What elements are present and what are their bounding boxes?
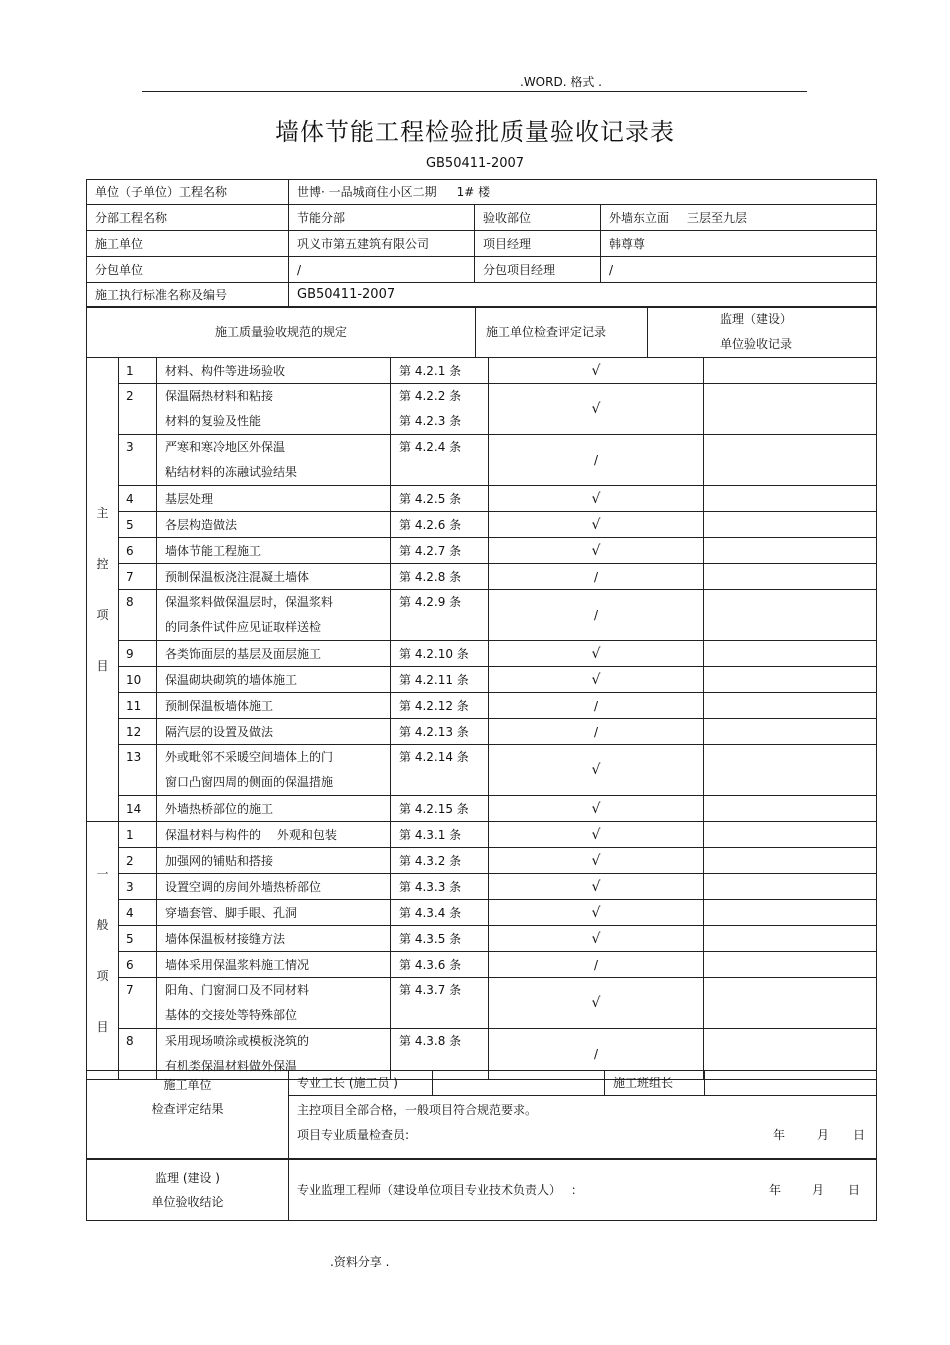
item-supervisor-record bbox=[704, 796, 877, 822]
item-clause: 第 4.2.9 条 bbox=[391, 590, 489, 641]
sub-project-value: 节能分部 bbox=[289, 205, 475, 231]
subpm-value: / bbox=[601, 257, 877, 283]
item-check-result: √ bbox=[489, 874, 704, 900]
item-name: 预制保温板墙体施工 bbox=[157, 693, 391, 719]
supervisor-result-table bbox=[86, 1158, 877, 1221]
table-row bbox=[87, 384, 877, 435]
item-supervisor-record bbox=[704, 384, 877, 435]
item-check-result: √ bbox=[489, 486, 704, 512]
item-number: 9 bbox=[119, 641, 157, 667]
item-supervisor-record bbox=[704, 435, 877, 486]
item-name: 保温砌块砌筑的墙体施工 bbox=[157, 667, 391, 693]
table-row bbox=[87, 512, 877, 538]
pm-value: 韩尊尊 bbox=[601, 231, 877, 257]
table-row bbox=[87, 435, 877, 486]
item-number: 8 bbox=[119, 590, 157, 641]
table-row bbox=[87, 822, 877, 848]
table-row bbox=[87, 358, 877, 384]
builder-label: 施工单位 bbox=[87, 231, 289, 257]
item-name: 保温材料与构件的 外观和包装 bbox=[157, 822, 391, 848]
table-row bbox=[87, 900, 877, 926]
part-label: 验收部位 bbox=[475, 205, 601, 231]
item-supervisor-record bbox=[704, 952, 877, 978]
item-clause: 第 4.3.5 条 bbox=[391, 926, 489, 952]
item-check-result: / bbox=[489, 435, 704, 486]
item-number: 4 bbox=[119, 900, 157, 926]
subpm-label: 分包项目经理 bbox=[475, 257, 601, 283]
builder-value: 巩义市第五建筑有限公司 bbox=[289, 231, 475, 257]
item-check-result: √ bbox=[489, 641, 704, 667]
std-label: 施工执行标准名称及编号 bbox=[87, 283, 289, 308]
part-value: 外墙东立面 三层至九层 bbox=[601, 205, 877, 231]
item-number: 12 bbox=[119, 719, 157, 745]
item-name: 保温浆料做保温层时，保温浆料 的同条件试件应见证取样送检 bbox=[157, 590, 391, 641]
item-check-result: √ bbox=[489, 796, 704, 822]
item-clause: 第 4.2.6 条 bbox=[391, 512, 489, 538]
check-column-header: 施工单位检查评定记录 bbox=[476, 307, 648, 358]
item-check-result: / bbox=[489, 1029, 704, 1080]
item-number: 7 bbox=[119, 564, 157, 590]
item-number: 3 bbox=[119, 435, 157, 486]
item-check-result: / bbox=[489, 564, 704, 590]
item-check-result: / bbox=[489, 952, 704, 978]
item-clause: 第 4.2.7 条 bbox=[391, 538, 489, 564]
page-header-text: .WORD. 格式 . bbox=[520, 75, 602, 89]
item-clause: 第 4.3.1 条 bbox=[391, 822, 489, 848]
subcon-label: 分包单位 bbox=[87, 257, 289, 283]
item-clause: 第 4.3.6 条 bbox=[391, 952, 489, 978]
spec-column-header: 施工质量验收规范的规定 bbox=[87, 307, 476, 358]
item-check-result: √ bbox=[489, 926, 704, 952]
pm-label: 项目经理 bbox=[475, 231, 601, 257]
item-clause: 第 4.3.4 条 bbox=[391, 900, 489, 926]
item-number: 4 bbox=[119, 486, 157, 512]
item-number: 8 bbox=[119, 1029, 157, 1080]
item-name: 阳角、门窗洞口及不同材料 基体的交接处等特殊部位 bbox=[157, 978, 391, 1029]
item-number: 1 bbox=[119, 822, 157, 848]
item-clause: 第 4.2.15 条 bbox=[391, 796, 489, 822]
item-name: 各类饰面层的基层及面层施工 bbox=[157, 641, 391, 667]
item-number: 13 bbox=[119, 745, 157, 796]
item-number: 2 bbox=[119, 384, 157, 435]
team-leader-value bbox=[705, 1071, 877, 1096]
supervisor-column-header: 监理（建设） 单位验收记录 bbox=[648, 307, 877, 358]
item-check-result: √ bbox=[489, 538, 704, 564]
item-supervisor-record bbox=[704, 926, 877, 952]
item-supervisor-record bbox=[704, 874, 877, 900]
item-name: 穿墙套管、脚手眼、孔洞 bbox=[157, 900, 391, 926]
table-row bbox=[87, 745, 877, 796]
item-number: 5 bbox=[119, 926, 157, 952]
item-supervisor-record bbox=[704, 358, 877, 384]
item-clause: 第 4.2.11 条 bbox=[391, 667, 489, 693]
item-clause: 第 4.2.8 条 bbox=[391, 564, 489, 590]
foreman-label: 专业工长 (施工员 ) bbox=[289, 1071, 433, 1096]
item-supervisor-record bbox=[704, 512, 877, 538]
item-number: 1 bbox=[119, 358, 157, 384]
builder-result-table bbox=[86, 1070, 877, 1160]
main-control-group-label: 主 控 项 目 bbox=[87, 358, 119, 822]
item-number: 11 bbox=[119, 693, 157, 719]
item-supervisor-record bbox=[704, 538, 877, 564]
item-check-result: / bbox=[489, 719, 704, 745]
item-clause: 第 4.2.4 条 bbox=[391, 435, 489, 486]
item-number: 3 bbox=[119, 874, 157, 900]
table-row bbox=[87, 641, 877, 667]
item-supervisor-record bbox=[704, 641, 877, 667]
item-number: 7 bbox=[119, 978, 157, 1029]
item-name: 墙体保温板材接缝方法 bbox=[157, 926, 391, 952]
item-number: 14 bbox=[119, 796, 157, 822]
item-number: 10 bbox=[119, 667, 157, 693]
item-name: 材料、构件等进场验收 bbox=[157, 358, 391, 384]
item-clause: 第 4.2.5 条 bbox=[391, 486, 489, 512]
item-name: 外墙热桥部位的施工 bbox=[157, 796, 391, 822]
subcon-value: / bbox=[289, 257, 475, 283]
item-name: 基层处理 bbox=[157, 486, 391, 512]
item-name: 墙体节能工程施工 bbox=[157, 538, 391, 564]
foreman-value bbox=[433, 1071, 605, 1096]
item-check-result: / bbox=[489, 590, 704, 641]
item-supervisor-record bbox=[704, 719, 877, 745]
item-check-result: √ bbox=[489, 384, 704, 435]
item-supervisor-record bbox=[704, 848, 877, 874]
page-footer-text: .资料分享 . bbox=[330, 1255, 390, 1269]
item-name: 各层构造做法 bbox=[157, 512, 391, 538]
item-clause: 第 4.2.2 条 第 4.2.3 条 bbox=[391, 384, 489, 435]
item-clause: 第 4.3.2 条 bbox=[391, 848, 489, 874]
table-row bbox=[87, 564, 877, 590]
inspection-items-table bbox=[86, 357, 877, 1080]
item-clause: 第 4.2.1 条 bbox=[391, 358, 489, 384]
item-check-result: √ bbox=[489, 900, 704, 926]
item-supervisor-record bbox=[704, 590, 877, 641]
table-row bbox=[87, 874, 877, 900]
header-divider bbox=[142, 91, 807, 92]
standard-code: GB50411-2007 bbox=[425, 156, 525, 171]
unit-value: 世博· 一品城商住小区二期 1# 楼 bbox=[289, 180, 877, 205]
item-clause: 第 4.2.10 条 bbox=[391, 641, 489, 667]
supervisor-conclusion: 专业监理工程师（建设单位项目专业技术负责人） ： 年 月 日 bbox=[289, 1159, 877, 1221]
sub-project-label: 分部工程名称 bbox=[87, 205, 289, 231]
table-row bbox=[87, 952, 877, 978]
item-name: 墙体采用保温浆料施工情况 bbox=[157, 952, 391, 978]
item-name: 隔汽层的设置及做法 bbox=[157, 719, 391, 745]
table-row bbox=[87, 926, 877, 952]
builder-conclusion: 主控项目全部合格，一般项目符合规范要求。 项目专业质量检查员: 年 月 日 bbox=[289, 1096, 877, 1160]
item-number: 6 bbox=[119, 538, 157, 564]
item-clause: 第 4.3.7 条 bbox=[391, 978, 489, 1029]
item-supervisor-record bbox=[704, 486, 877, 512]
item-number: 6 bbox=[119, 952, 157, 978]
item-name: 保温隔热材料和粘接 材料的复验及性能 bbox=[157, 384, 391, 435]
table-row bbox=[87, 719, 877, 745]
unit-label: 单位（子单位）工程名称 bbox=[87, 180, 289, 205]
item-check-result: √ bbox=[489, 667, 704, 693]
item-name: 设置空调的房间外墙热桥部位 bbox=[157, 874, 391, 900]
item-clause: 第 4.2.13 条 bbox=[391, 719, 489, 745]
table-row bbox=[87, 538, 877, 564]
item-name: 严寒和寒冷地区外保温 粘结材料的冻融试验结果 bbox=[157, 435, 391, 486]
item-name: 加强网的铺贴和搭接 bbox=[157, 848, 391, 874]
supervisor-result-label: 监理 (建设 ) 单位验收结论 bbox=[87, 1159, 289, 1221]
table-row bbox=[87, 486, 877, 512]
item-name: 采用现场喷涂或模板浇筑的 有机类保温材料做外保温 bbox=[157, 1029, 391, 1080]
item-number: 2 bbox=[119, 848, 157, 874]
item-supervisor-record bbox=[704, 693, 877, 719]
item-clause: 第 4.3.8 条 bbox=[391, 1029, 489, 1080]
item-supervisor-record bbox=[704, 900, 877, 926]
builder-result-label: 施工单位 检查评定结果 bbox=[87, 1071, 289, 1160]
item-supervisor-record bbox=[704, 667, 877, 693]
project-info-table bbox=[86, 179, 877, 308]
item-check-result: √ bbox=[489, 822, 704, 848]
table-row bbox=[87, 978, 877, 1029]
item-check-result: √ bbox=[489, 745, 704, 796]
item-check-result: √ bbox=[489, 848, 704, 874]
team-leader-label: 施工班组长 bbox=[605, 1071, 705, 1096]
item-check-result: √ bbox=[489, 978, 704, 1029]
general-group-label: 一 般 项 目 bbox=[87, 822, 119, 1080]
column-header-table bbox=[86, 306, 877, 358]
item-clause: 第 4.2.12 条 bbox=[391, 693, 489, 719]
item-supervisor-record bbox=[704, 564, 877, 590]
item-clause: 第 4.3.3 条 bbox=[391, 874, 489, 900]
item-clause: 第 4.2.14 条 bbox=[391, 745, 489, 796]
table-row bbox=[87, 693, 877, 719]
std-value: GB50411-2007 bbox=[289, 283, 877, 308]
document-title: 墙体节能工程检验批质量验收记录表 bbox=[275, 118, 675, 146]
item-check-result: √ bbox=[489, 512, 704, 538]
item-check-result: √ bbox=[489, 358, 704, 384]
table-row bbox=[87, 590, 877, 641]
item-check-result: / bbox=[489, 693, 704, 719]
item-name: 外或毗邻不采暖空间墙体上的门 窗口凸窗四周的侧面的保温措施 bbox=[157, 745, 391, 796]
item-name: 预制保温板浇注混凝土墙体 bbox=[157, 564, 391, 590]
table-row bbox=[87, 667, 877, 693]
table-row bbox=[87, 796, 877, 822]
item-supervisor-record bbox=[704, 978, 877, 1029]
table-row bbox=[87, 848, 877, 874]
item-number: 5 bbox=[119, 512, 157, 538]
item-supervisor-record bbox=[704, 822, 877, 848]
item-supervisor-record bbox=[704, 745, 877, 796]
